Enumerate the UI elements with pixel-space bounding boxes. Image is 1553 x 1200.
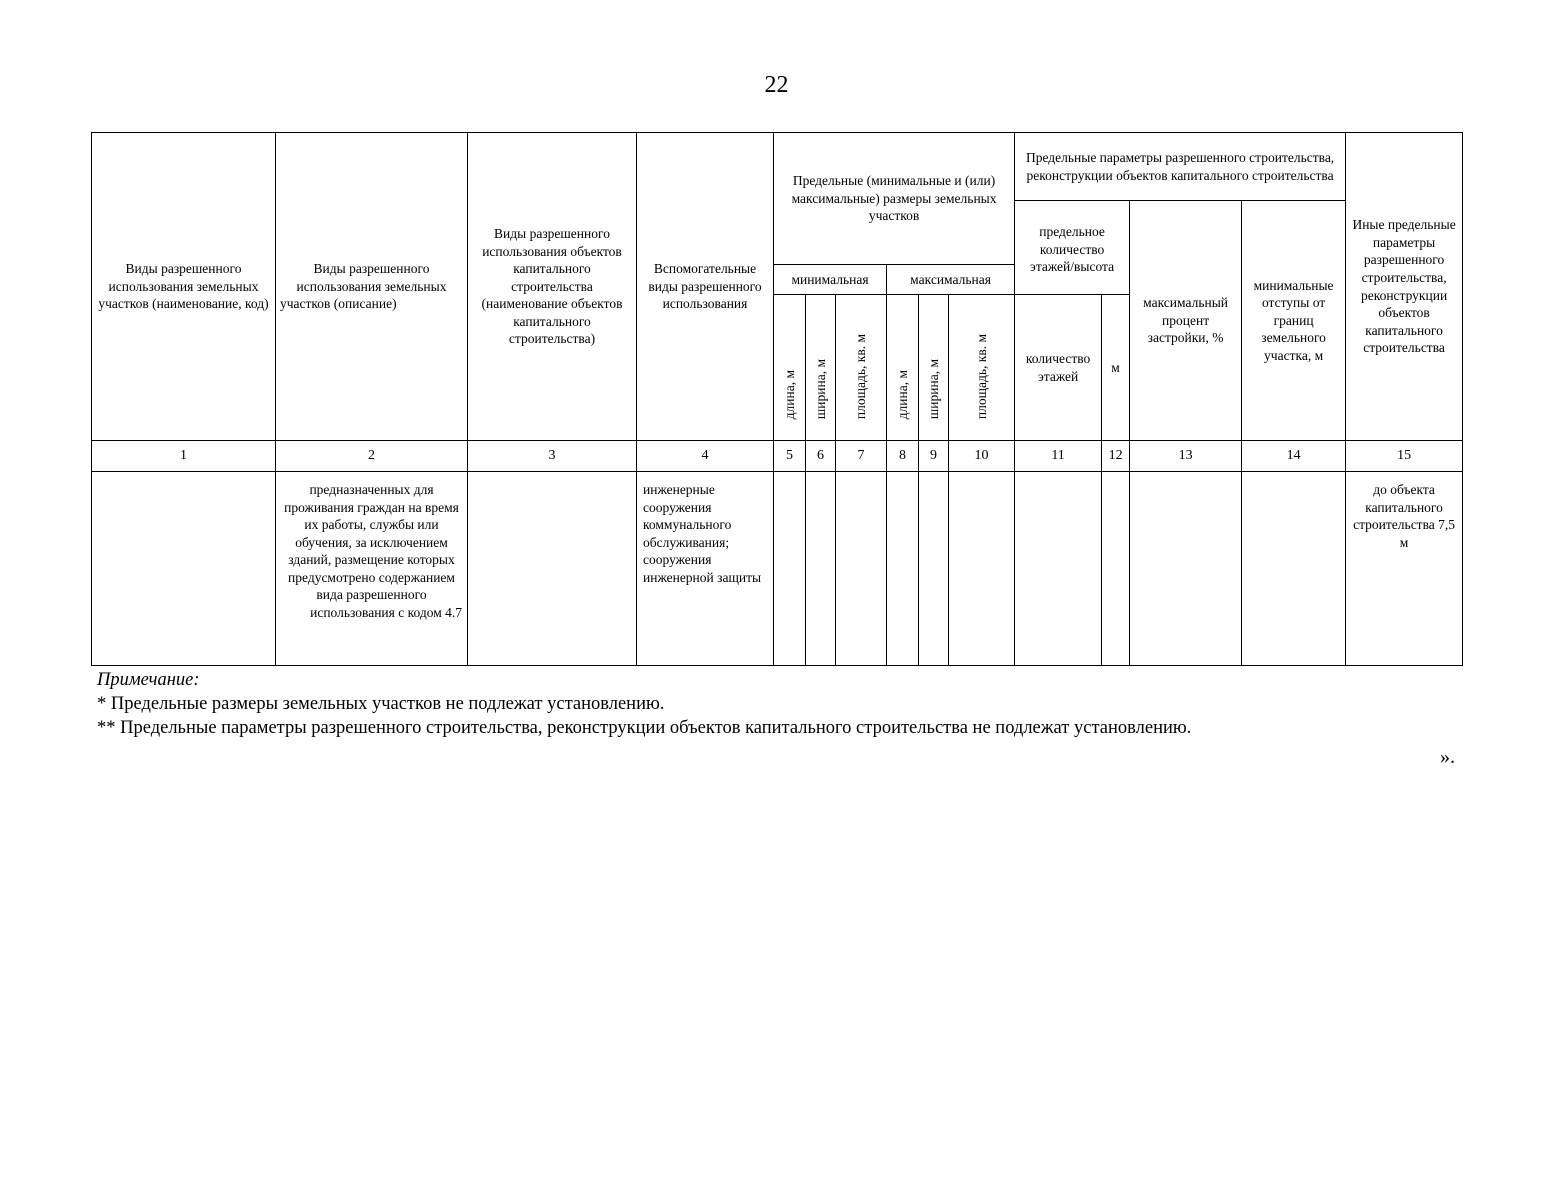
cell-empty <box>887 472 919 666</box>
note-1: * Предельные размеры земельных участков не подлежат установлению. <box>97 694 665 714</box>
header-minimum: минимальная <box>774 265 887 295</box>
cell-empty <box>806 472 836 666</box>
cell-empty <box>1102 472 1130 666</box>
header-max-build-percent: максимальный процент застройки, % <box>1130 201 1242 441</box>
column-number: 13 <box>1130 441 1242 472</box>
column-number: 10 <box>949 441 1015 472</box>
cell-empty <box>1015 472 1102 666</box>
header-max-width: ширина, м <box>919 295 949 441</box>
header-floors-height: предельное количество этажей/высота <box>1015 201 1130 295</box>
column-number-row <box>92 441 1463 472</box>
note-2: ** Предельные параметры разрешенного строительства, реконструкции объектов капитального строительства не подлежат установлению. <box>97 718 1192 738</box>
column-number: 2 <box>276 441 468 472</box>
header-capital-construction-types: Виды разрешенного использования объектов капитального строительства (наименование объектов капитального строительства) <box>468 133 637 441</box>
header-maximum: максимальная <box>887 265 1015 295</box>
header-land-use-description: Виды разрешенного использования земельных участков (описание) <box>276 133 468 441</box>
cell-auxiliary-types: инженерные сооружения коммунального обслуживания; сооружения инженерной защиты <box>637 472 774 666</box>
column-number: 6 <box>806 441 836 472</box>
header-other-parameters: Иные предельные параметры разрешенного строительства, реконструкции объектов капитального строительства <box>1346 133 1463 441</box>
column-number: 1 <box>92 441 276 472</box>
table-row <box>92 472 1463 666</box>
header-height-meters: м <box>1102 295 1130 441</box>
cell-capital-construction-type <box>468 472 637 666</box>
header-min-length: длина, м <box>774 295 806 441</box>
column-number: 15 <box>1346 441 1463 472</box>
column-number: 7 <box>836 441 887 472</box>
header-floors-count: количество этажей <box>1015 295 1102 441</box>
header-min-area: площадь, кв. м <box>836 295 887 441</box>
header-max-area: площадь, кв. м <box>949 295 1015 441</box>
column-number: 12 <box>1102 441 1130 472</box>
cell-empty <box>836 472 887 666</box>
cell-empty <box>919 472 949 666</box>
header-auxiliary-types: Вспомогательные виды разрешенного использования <box>637 133 774 441</box>
cell-empty <box>1130 472 1242 666</box>
column-number: 9 <box>919 441 949 472</box>
column-number: 5 <box>774 441 806 472</box>
column-number: 4 <box>637 441 774 472</box>
notes-block <box>97 668 1457 740</box>
cell-land-use-description: предназначенных для проживания граждан на время их работы, службы или обучения, за исключением зданий, размещение которых предусмотрено содержанием вида разрешенного использования с кодом 4.7 <box>276 472 468 666</box>
land-use-table <box>91 132 1463 666</box>
page-number: 22 <box>764 72 789 98</box>
header-max-length: длина, м <box>887 295 919 441</box>
header-plot-size-limits: Предельные (минимальные и (или) максимальные) размеры земельных участков <box>774 133 1015 265</box>
column-number: 3 <box>468 441 637 472</box>
cell-empty <box>774 472 806 666</box>
column-number: 8 <box>887 441 919 472</box>
header-land-use-types: Виды разрешенного использования земельных участков (наименование, код) <box>92 133 276 441</box>
cell-empty <box>949 472 1015 666</box>
closing-quote: ». <box>1440 746 1455 768</box>
column-number: 14 <box>1242 441 1346 472</box>
cell-other-parameters: до объекта капитального строительства 7,5 м <box>1346 472 1463 666</box>
cell-empty <box>1242 472 1346 666</box>
header-construction-parameters: Предельные параметры разрешенного строительства, реконструкции объектов капитального строительства <box>1015 133 1346 201</box>
cell-land-use-type <box>92 472 276 666</box>
notes-title: Примечание: <box>97 670 200 690</box>
header-min-width: ширина, м <box>806 295 836 441</box>
column-number: 11 <box>1015 441 1102 472</box>
header-min-setbacks: минимальные отступы от границ земельного участка, м <box>1242 201 1346 441</box>
